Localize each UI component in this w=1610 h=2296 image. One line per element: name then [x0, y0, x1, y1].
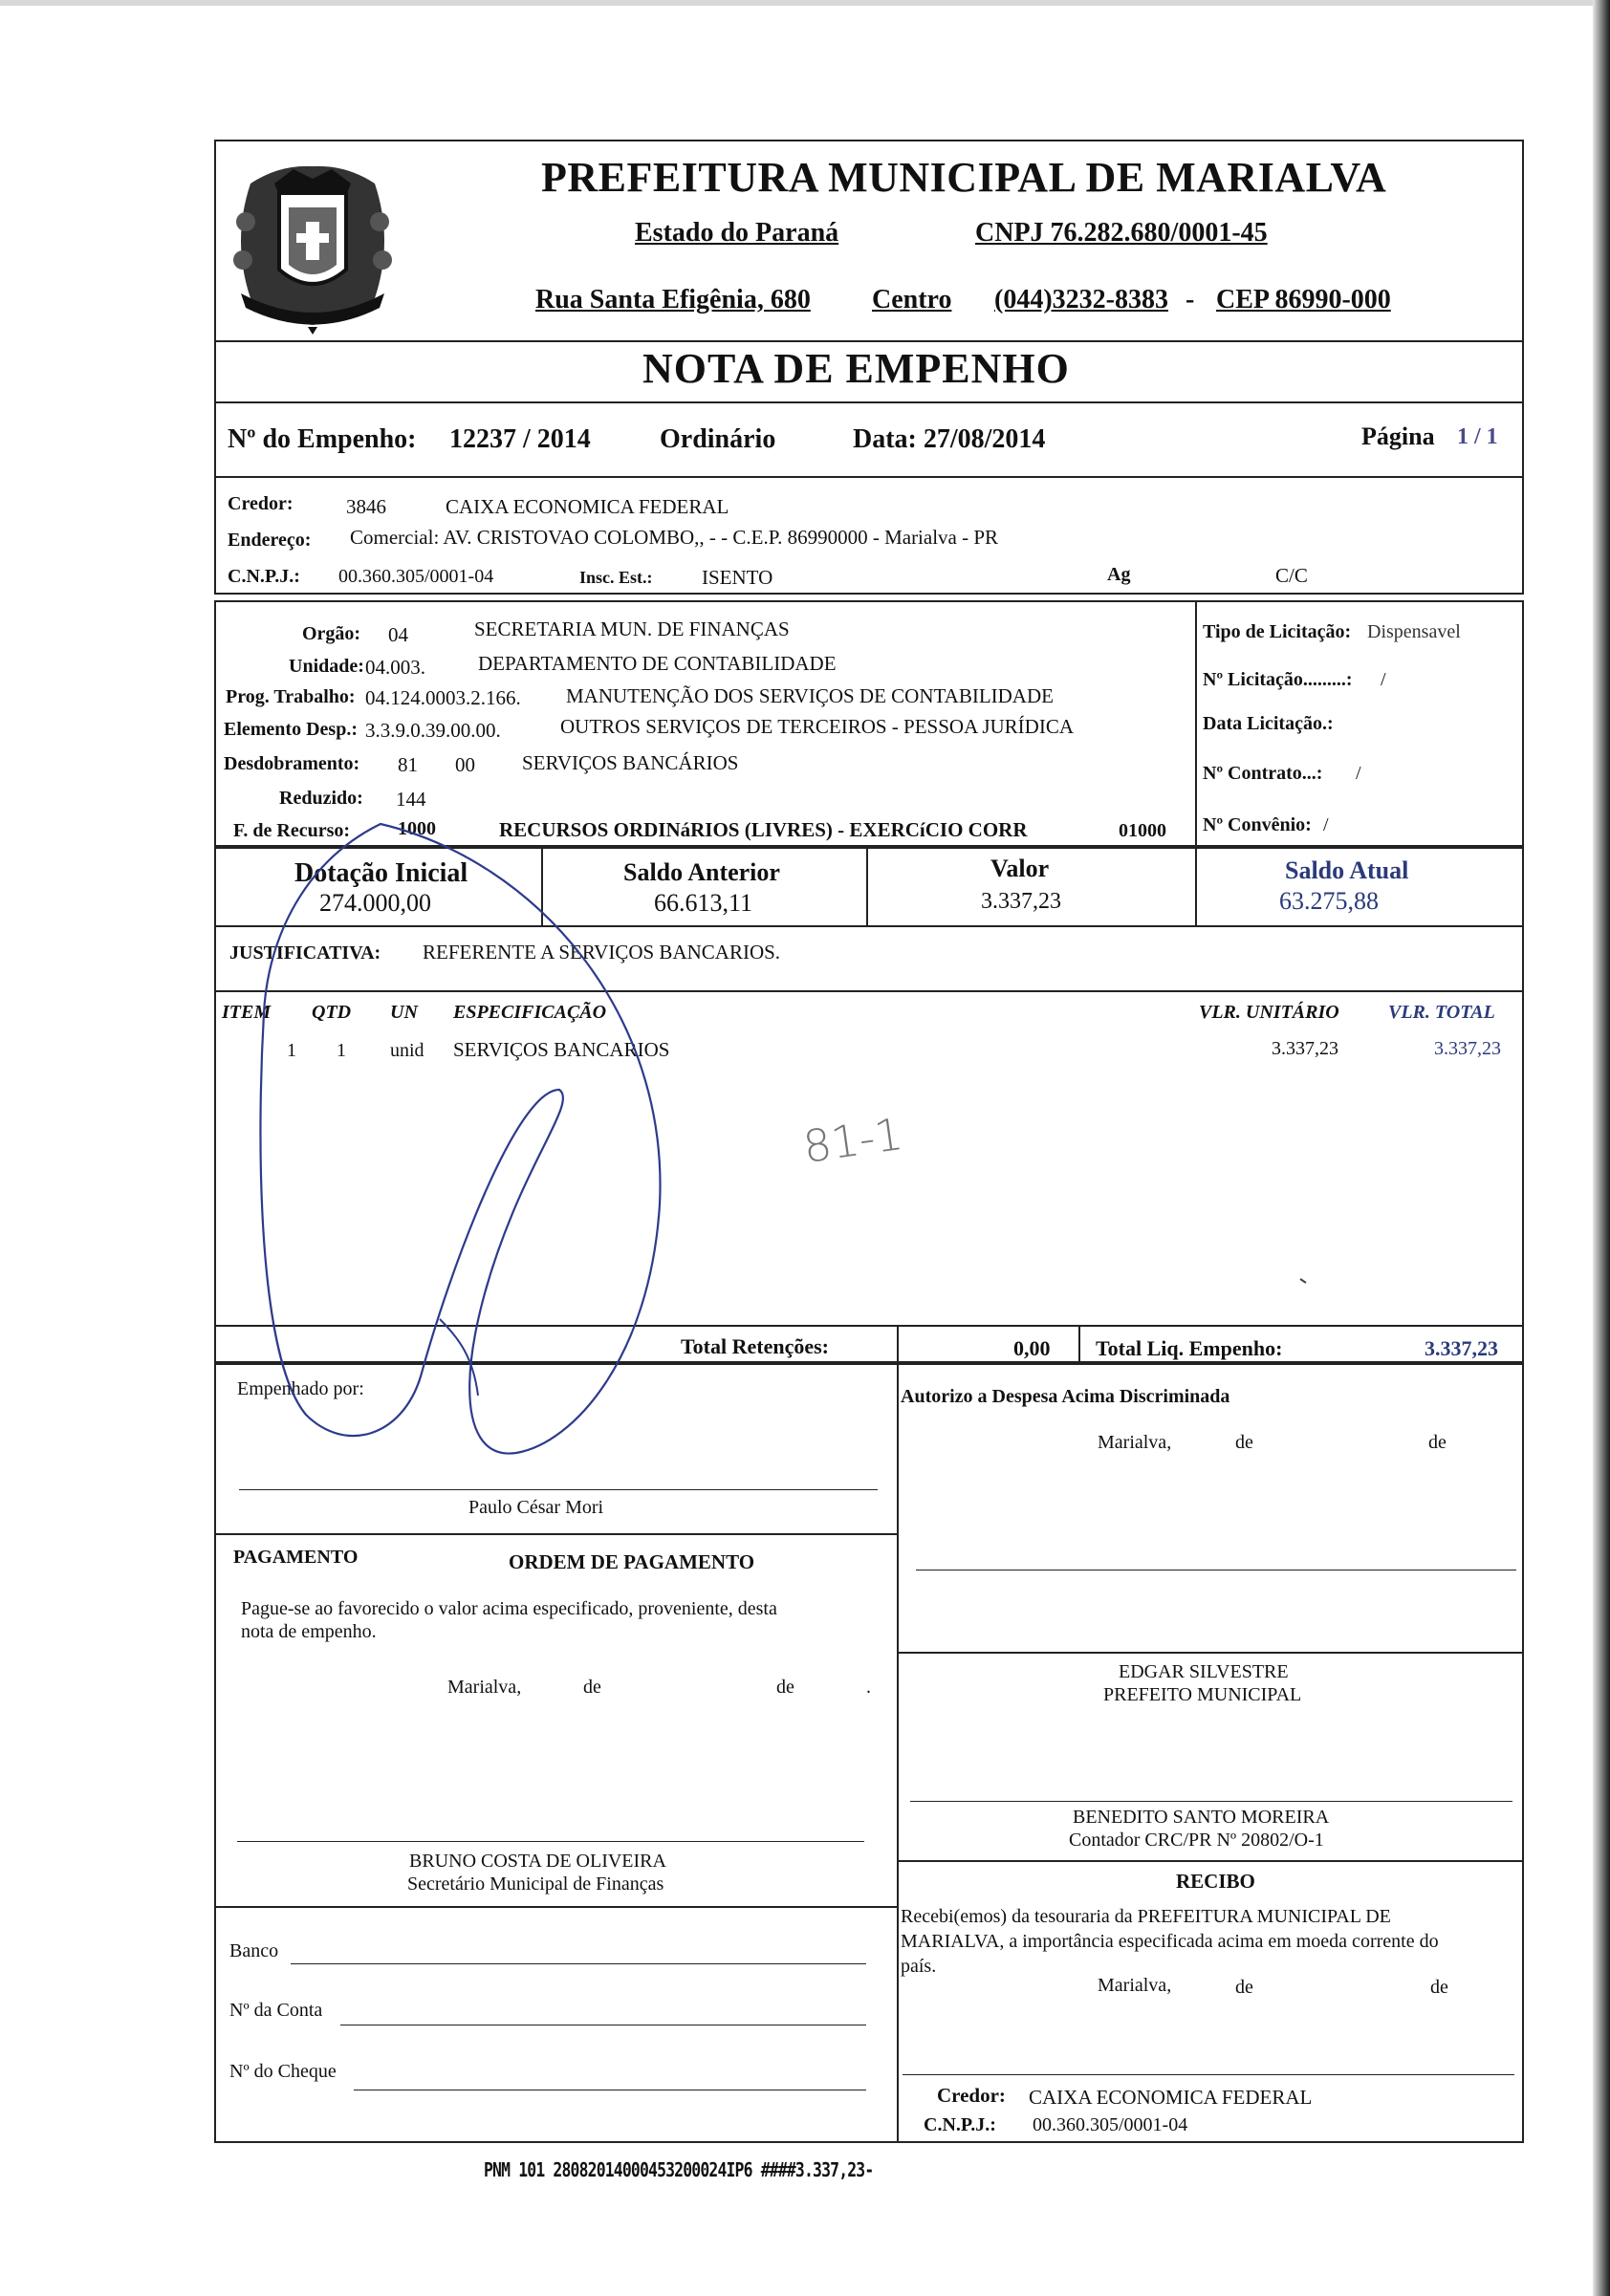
item-row-un: unid	[390, 1040, 424, 1061]
header-street: Rua Santa Efigênia, 680	[535, 285, 811, 314]
recurso-label: F. de Recurso:	[233, 820, 351, 841]
justificativa-label: JUSTIFICATIVA:	[229, 942, 381, 964]
recurso-number: 01000	[1119, 820, 1166, 841]
retencoes-label: Total Retenções:	[681, 1334, 829, 1358]
insc-value: ISENTO	[702, 566, 773, 589]
dotacao-inicial-label: Dotação Inicial	[294, 858, 468, 888]
recurso-code: 1000	[398, 818, 436, 839]
address-label: Endereço:	[228, 530, 312, 551]
element-name: OUTROS SERVIÇOS DE TERCEIROS - PESSOA JURÍDICA	[560, 715, 1075, 738]
col-header-unit-value: VLR. UNITÁRIO	[1199, 1002, 1339, 1023]
pagamento-text-line1: Pague-se ao favorecido o valor acima especificado, proveniente, desta	[241, 1598, 777, 1619]
saldo-anterior-label: Saldo Anterior	[623, 858, 780, 886]
recibo-city: Marialva,	[1098, 1975, 1172, 1996]
prog-code: 04.124.0003.2.166.	[365, 686, 521, 709]
secretario-name: BRUNO COSTA DE OLIVEIRA	[409, 1851, 666, 1872]
saldo-atual-value: 63.275,88	[1279, 887, 1379, 915]
saldo-anterior-value: 66.613,11	[654, 889, 753, 917]
orgao-label: Orgão:	[302, 623, 361, 644]
saldo-atual-label: Saldo Atual	[1285, 856, 1409, 884]
recibo-cnpj-value: 00.360.305/0001-04	[1033, 2114, 1188, 2135]
dotacao-inicial-value: 274.000,00	[319, 889, 431, 917]
pagamento-text-line2: nota de empenho.	[241, 1621, 377, 1642]
recibo-title: RECIBO	[1176, 1870, 1255, 1893]
page-label: Página	[1361, 422, 1435, 450]
orgao-name: SECRETARIA MUN. DE FINANÇAS	[474, 617, 790, 640]
col-header-un: UN	[390, 1002, 418, 1023]
col-header-total-value: VLR. TOTAL	[1388, 1002, 1495, 1023]
valor-value: 3.337,23	[981, 889, 1061, 914]
licitacao-number-value: /	[1381, 669, 1386, 690]
licitacao-number-label: Nº Licitação.........:	[1203, 669, 1353, 690]
col-header-item: ITEM	[222, 1002, 272, 1023]
header-cep: CEP 86990-000	[1216, 285, 1391, 314]
prog-label: Prog. Trabalho:	[226, 686, 356, 707]
recurso-name: RECURSOS ORDINáRIOS (LIVRES) - EXERCíCIO CORR	[499, 818, 1028, 841]
recibo-text-line3: país.	[901, 1956, 937, 1977]
handwritten-note: 81-1	[799, 1107, 906, 1174]
reduzido-code: 144	[396, 788, 426, 811]
credor-code: 3846	[346, 495, 386, 518]
retencoes-value: 0,00	[1013, 1336, 1051, 1360]
desdobramento-label: Desdobramento:	[224, 753, 360, 774]
pagamento-de2: de	[776, 1677, 794, 1698]
pagamento-dot: .	[866, 1677, 871, 1698]
col-header-qtd: QTD	[312, 1002, 352, 1023]
lower-box	[214, 1363, 1524, 2143]
contrato-label: Nº Contrato...:	[1203, 763, 1323, 784]
header-dash: -	[1186, 285, 1195, 314]
element-label: Elemento Desp.:	[224, 719, 358, 740]
convenio-label: Nº Convênio:	[1203, 814, 1312, 835]
prefeito-name: EDGAR SILVESTRE	[1119, 1661, 1289, 1682]
col-header-spec: ESPECIFICAÇÃO	[453, 1002, 607, 1023]
page-top-edge	[0, 0, 1593, 6]
cnpj-label: C.N.P.J.:	[228, 566, 300, 587]
reduzido-label: Reduzido:	[279, 788, 363, 809]
document-title: NOTA DE EMPENHO	[642, 345, 1070, 392]
empenho-type: Ordinário	[660, 424, 776, 454]
desdobramento-code2: 00	[455, 753, 475, 776]
desdobramento-name: SERVIÇOS BANCÁRIOS	[522, 751, 739, 774]
account-label: C/C	[1275, 564, 1308, 587]
header-district: Centro	[872, 285, 952, 314]
liquido-value: 3.337,23	[1425, 1336, 1498, 1360]
cheque-number-label: Nº do Cheque	[229, 2061, 337, 2082]
insc-label: Insc. Est.:	[579, 568, 653, 587]
credor-name: CAIXA ECONOMICA FEDERAL	[446, 495, 729, 518]
recibo-credor-value: CAIXA ECONOMICA FEDERAL	[1029, 2086, 1313, 2109]
coat-of-arms-icon	[222, 155, 403, 336]
item-row-unit-value: 3.337,23	[1272, 1038, 1338, 1059]
pagamento-label: PAGAMENTO	[233, 1547, 359, 1568]
licitacao-type-label: Tipo de Licitação:	[1203, 621, 1352, 642]
autorizo-de2: de	[1428, 1432, 1447, 1453]
bottom-auth-code: PNM 101 28082014000453200024IP6 ####3.337,23-	[484, 2158, 874, 2181]
contador-role: Contador CRC/PR Nº 20802/O-1	[1069, 1830, 1324, 1851]
pagamento-de1: de	[583, 1677, 601, 1698]
header-cnpj: CNPJ 76.282.680/0001-45	[975, 218, 1268, 248]
account-number-label: Nº da Conta	[229, 2000, 323, 2021]
contador-name: BENEDITO SANTO MOREIRA	[1073, 1807, 1330, 1828]
credor-cnpj: 00.360.305/0001-04	[338, 566, 494, 587]
bank-field[interactable]	[291, 1963, 866, 1964]
pagamento-city: Marialva,	[447, 1677, 522, 1698]
desdobramento-code: 81	[398, 753, 418, 776]
autorizo-city: Marialva,	[1098, 1432, 1172, 1453]
recibo-cnpj-label: C.N.P.J.:	[924, 2114, 996, 2135]
recibo-de2: de	[1430, 1977, 1448, 1998]
item-row-qtd: 1	[337, 1040, 346, 1061]
convenio-value: /	[1323, 814, 1329, 835]
secretario-role: Secretário Municipal de Finanças	[407, 1874, 664, 1895]
valor-label: Valor	[990, 855, 1050, 882]
page-right-edge	[1593, 0, 1610, 2296]
prog-name: MANUTENÇÃO DOS SERVIÇOS DE CONTABILIDADE	[566, 684, 1054, 707]
justificativa-box	[214, 925, 1524, 992]
unidade-name: DEPARTAMENTO DE CONTABILIDADE	[478, 652, 837, 675]
orgao-code: 04	[388, 623, 408, 646]
header-phone: (044)3232-8383	[994, 285, 1168, 314]
licitacao-date-label: Data Licitação.:	[1203, 713, 1334, 734]
recibo-text-line1: Recebi(emos) da tesouraria da PREFEITURA MUNICIPAL DE	[901, 1906, 1391, 1927]
autorizo-title: Autorizo a Despesa Acima Discriminada	[901, 1386, 1230, 1407]
contrato-value: /	[1356, 763, 1361, 784]
page-value: 1 / 1	[1457, 424, 1498, 449]
header-state: Estado do Paraná	[635, 218, 839, 248]
autorizo-de1: de	[1235, 1432, 1253, 1453]
credor-address: Comercial: AV. CRISTOVAO COLOMBO,, - - C.E.P. 86990000 - Marialva - PR	[350, 526, 999, 549]
recibo-text-line2: MARIALVA, a importância especificada acima em moeda corrente do	[901, 1931, 1439, 1952]
item-row-number: 1	[287, 1040, 296, 1061]
agency-label: Ag	[1107, 564, 1131, 585]
recibo-credor-label: Credor:	[937, 2084, 1006, 2107]
empenho-number-label: Nº do Empenho:	[228, 424, 417, 454]
empenhado-label: Empenhado por:	[237, 1378, 364, 1399]
liquido-label: Total Liq. Empenho:	[1096, 1336, 1283, 1360]
element-code: 3.3.9.0.39.00.00.	[365, 719, 501, 742]
header-title: PREFEITURA MUNICIPAL DE MARIALVA	[541, 154, 1387, 201]
item-row-spec: SERVIÇOS BANCARIOS	[453, 1038, 670, 1061]
bank-label: Banco	[229, 1940, 279, 1961]
recibo-de1: de	[1235, 1977, 1253, 1998]
empenho-number: 12237 / 2014	[449, 424, 591, 454]
prefeito-role: PREFEITO MUNICIPAL	[1103, 1684, 1302, 1705]
unidade-label: Unidade:	[289, 656, 364, 677]
licitacao-type-value: Dispensavel	[1367, 621, 1461, 642]
item-row-total-value: 3.337,23	[1434, 1038, 1501, 1059]
ordem-pagamento-title: ORDEM DE PAGAMENTO	[509, 1550, 755, 1573]
unidade-code: 04.003.	[365, 656, 425, 679]
justificativa-text: REFERENTE A SERVIÇOS BANCARIOS.	[423, 941, 781, 964]
empenhado-name: Paulo César Mori	[468, 1497, 604, 1518]
empenho-date: Data: 27/08/2014	[853, 424, 1046, 454]
credor-label: Credor:	[228, 493, 294, 514]
